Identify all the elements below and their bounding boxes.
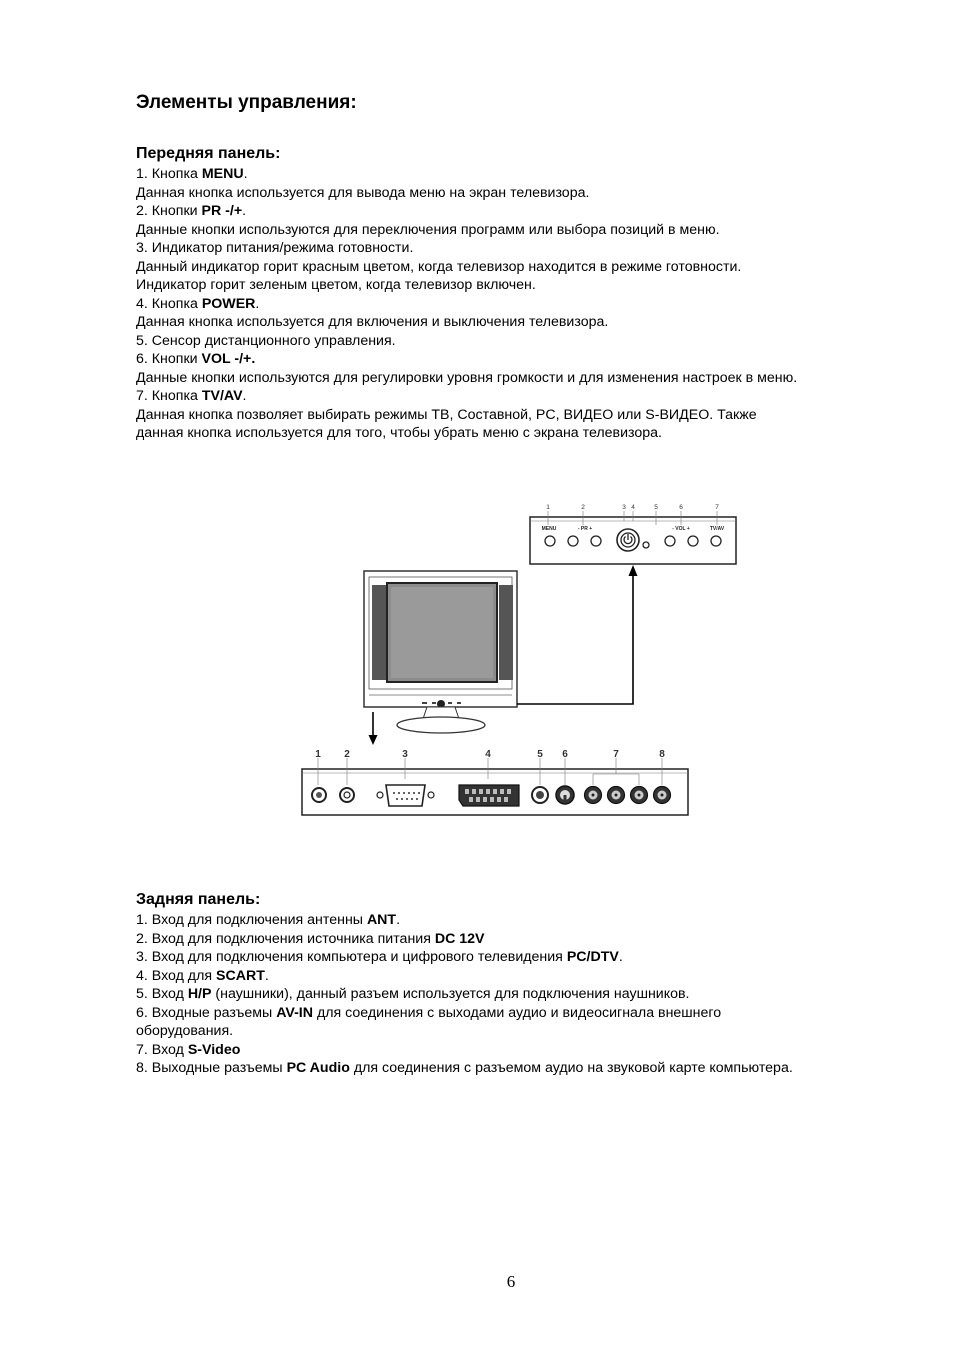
scart-port [459,785,519,806]
list-line [136,387,797,406]
line-text: 1. Кнопка [136,166,202,182]
line-text: 6. Кнопки [136,351,202,367]
vol-minus-button-shape [665,536,675,546]
rear-number: 3 [402,749,408,760]
line-text: Данная кнопка позволяет выбирать режимы ТВ, Составной, PC, ВИДЕО или S-ВИДЕО. Также [136,406,757,423]
line-text: . [242,388,247,404]
bold-term: POWER [201,295,256,312]
line-text: . [618,949,623,965]
rear-number: 2 [344,749,350,760]
line-text: Данная кнопка используется для вывода меню на экран телевизора. [136,184,590,201]
front-label-vol: - VOL + [672,526,690,532]
list-line [136,985,793,1004]
bold-term: PC/DTV [566,949,619,965]
line-text: Данный индикатор горит красным цветом, когда телевизор находится в режиме готовности. [136,258,742,275]
bold-term: ANT [366,912,397,928]
list-line [136,239,797,258]
list-line [136,948,793,967]
front-label-menu: MENU [541,526,557,532]
line-text: для соединения с выходами аудио и видеосигнала внешнего [313,1004,722,1021]
line-text: 3. Вход для подключения компьютера и цифрового телевидения [136,949,567,965]
rear-panel-list [136,911,793,1078]
pr-plus-button-shape [591,536,601,546]
line-text: 5. Вход [136,986,188,1002]
front-panel-arrow [517,573,633,704]
rear-number: 7 [613,749,619,760]
line-text: 4. Кнопка [136,295,202,312]
list-line [136,1022,793,1041]
list-line [136,424,797,443]
list-line [136,276,797,295]
line-text: . [242,203,247,219]
line-text: 1. Вход для подключения антенны [136,912,367,928]
bold-term: VOL -/+. [201,351,256,367]
line-text: для соединения с разъемом аудио на звуковой карте компьютера. [349,1060,793,1076]
list-line [136,1004,793,1023]
line-text: . [243,166,248,182]
list-line [136,295,797,314]
rear-number: 8 [659,749,665,760]
av-in-ports [585,787,648,804]
bold-term: SCART [216,967,265,984]
list-line [136,1059,793,1078]
page-number: 6 [506,1272,516,1291]
bold-term: MENU [201,166,244,182]
list-line [136,332,797,351]
list-line [136,258,797,277]
bold-term: AV-IN [276,1004,313,1021]
line-text: 2. Кнопки [136,203,202,219]
pc-audio-port [654,787,671,804]
list-line [136,202,797,221]
pr-minus-button-shape [568,536,578,546]
line-text: (наушники), данный разъем используется для подключения наушников. [211,986,690,1002]
line-text: 6. Входные разъемы [136,1004,277,1021]
front-control-panel [530,504,736,564]
line-text: данная кнопка используется для того, чтобы убрать меню с экрана телевизора. [136,425,662,441]
line-text: 3. Индикатор питания/режима готовности. [136,240,414,256]
line-text: 8. Выходные разъемы [136,1060,287,1076]
page-title: Элементы управления: [136,92,357,113]
list-line [136,406,797,425]
list-line [136,350,797,369]
bold-term: DC 12V [434,930,485,947]
front-number: 2 [581,504,585,511]
tvav-button-shape [711,536,721,546]
list-line [136,930,793,949]
line-text: Данная кнопка используется для включения и выключения телевизора. [136,314,609,330]
vol-plus-button-shape [688,536,698,546]
bold-term: PC Audio [286,1060,350,1076]
list-line [136,1041,793,1060]
rear-number: 5 [537,749,543,760]
list-line [136,165,797,184]
line-text: 7. Кнопка [136,388,202,404]
list-line [136,369,797,388]
front-panel-heading: Передняя панель: [136,145,281,162]
line-text: Данные кнопки используются для регулировки уровня громкости и для изменения настроек в меню. [136,369,798,386]
bold-term: H/P [187,986,212,1002]
list-line [136,967,793,986]
list-line [136,184,797,203]
front-panel-list [136,165,797,443]
line-text: оборудования. [136,1023,234,1039]
front-number: 4 [631,504,635,511]
line-text: 4. Вход для [136,967,216,984]
menu-button-shape [545,536,555,546]
line-text: 5. Сенсор дистанционного управления. [136,332,396,349]
bold-term: TV/AV [201,388,243,404]
rear-number: 6 [562,749,568,760]
list-line [136,221,797,240]
tv-set [364,571,517,733]
front-number: 1 [546,504,550,511]
line-text: . [255,295,260,312]
bold-term: PR -/+ [201,203,243,219]
line-text: Индикатор горит зеленым цветом, когда телевизор включен. [136,277,536,293]
front-number: 7 [715,504,719,511]
rear-connector-panel [302,749,688,815]
line-text: . [264,967,269,984]
front-number: 6 [679,504,683,511]
rear-number: 4 [485,749,491,760]
line-text: . [396,912,401,928]
line-text: 7. Вход [136,1041,188,1058]
rear-number: 1 [315,749,321,760]
front-label-pr: - PR + [577,526,593,532]
list-line [136,313,797,332]
list-line [136,911,793,930]
rear-panel-heading: Задняя панель: [136,891,261,908]
front-number: 3 [622,504,626,511]
bold-term: S-Video [187,1041,241,1058]
front-label-tvav: TV/AV [709,526,725,532]
tv-panels-diagram [285,475,745,820]
line-text: 2. Вход для подключения источника питания [136,930,435,947]
front-number: 5 [654,504,658,511]
line-text: Данные кнопки используются для переключения программ или выбора позиций в меню. [136,221,720,238]
